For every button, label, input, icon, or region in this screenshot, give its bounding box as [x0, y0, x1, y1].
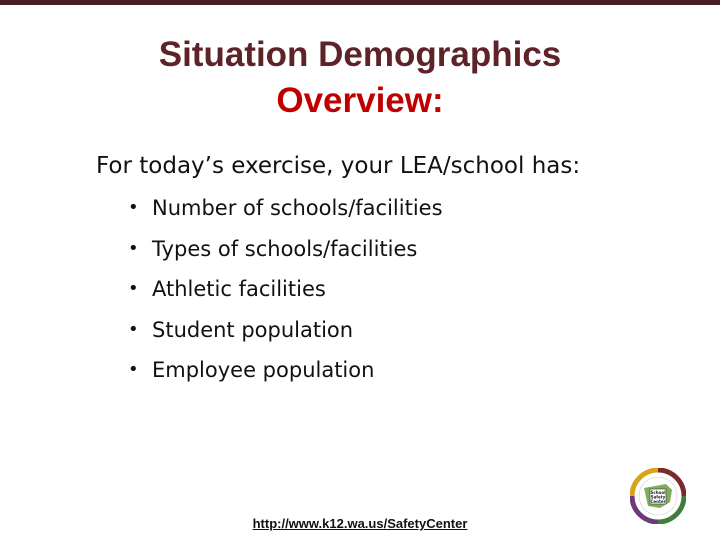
bullet-list	[128, 188, 443, 391]
title-line-1: Situation Demographics	[158, 35, 562, 74]
intro-text: For today’s exercise, your LEA/school has:	[96, 153, 581, 179]
bullet-icon: •	[128, 359, 139, 380]
list-item-text: Types of schools/facilities	[152, 236, 418, 261]
list-item	[128, 310, 443, 351]
logo-text-line-3: Center	[650, 499, 666, 504]
bullet-icon: •	[128, 278, 139, 299]
list-item-text: Number of schools/facilities	[152, 196, 443, 220]
list-item	[128, 188, 443, 229]
list-item-text: Student population	[152, 317, 354, 342]
bullet-icon: •	[128, 237, 139, 259]
top-accent-bar	[0, 0, 720, 5]
school-safety-center-logo-icon	[630, 468, 686, 524]
title-line-2: Overview:	[276, 81, 444, 120]
bullet-icon: •	[128, 197, 139, 218]
safety-center-link[interactable]: http://www.k12.wa.us/SafetyCenter	[252, 516, 468, 531]
slide-title	[0, 32, 720, 124]
logo-text-line-1: School	[650, 490, 666, 495]
list-item-text: Athletic facilities	[152, 277, 326, 301]
list-item	[128, 229, 443, 270]
bullet-icon: •	[128, 318, 139, 340]
list-item-text: Employee population	[152, 358, 375, 382]
list-item	[128, 350, 443, 391]
logo-text-line-2: Safety	[650, 494, 666, 500]
list-item	[128, 269, 443, 310]
